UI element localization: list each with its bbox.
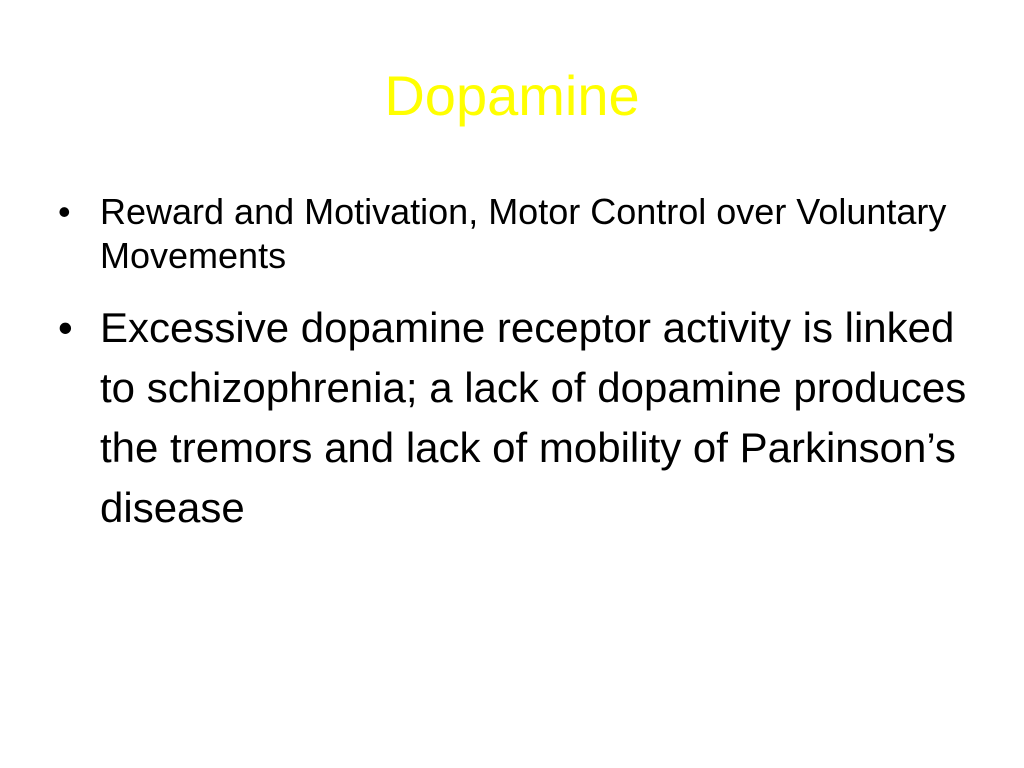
bullet-list (58, 190, 978, 538)
bullet-item-excessive-dopamine (58, 298, 978, 538)
bullet-marker: • (58, 191, 71, 232)
bullet-text: Reward and Motivation, Motor Control over Voluntary Movements (100, 191, 947, 276)
slide-title: Dopamine (384, 64, 640, 127)
bullet-item-reward-motivation (58, 190, 978, 278)
bullet-marker: • (58, 304, 73, 351)
bullet-text: Excessive dopamine receptor activity is linked to schizophrenia; a lack of dopamine produces the tremors and lack of mobility of Parkinson’s disease (100, 304, 967, 531)
